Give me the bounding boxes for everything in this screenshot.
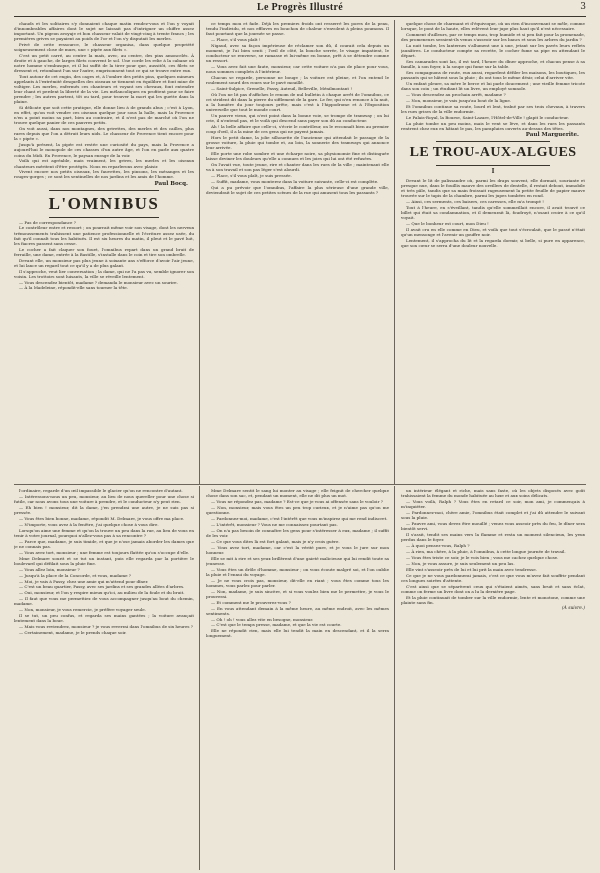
paragraph: On l'avait vue, toute jeune, rire et chanter dans les rues de la ville ; maintenant elle va à son travail et son pas léger s'est alourdi. <box>206 162 389 173</box>
paragraph: — Vous avez tort, madame, car c'est la vérité pure, et je vous le jure sur mon honneur. <box>206 544 389 555</box>
paragraph: — Moi, je vais à Passy, chez une amie qui m'attend pour dîner. <box>19 578 149 584</box>
paragraph: Ses camarades sont las, il est tard, l'heure du dîner approche, et chacun pense à sa famille, à son foyer, à la soupe qui fume sur la table. <box>401 59 585 70</box>
column-rule <box>394 20 395 485</box>
paragraph: La nuit tombe, les lanternes s'allument une à une, jetant sur les pavés leurs reflets jaunâtres. Le conducteur compte sa recette, le cocher fume sa pipe en attendant le départ. <box>401 42 585 59</box>
paragraph: — Saint-Sulpice, Grenelle, Passy, Auteuil, Belleville, Ménilmontant ! <box>211 86 352 92</box>
lower-column-1 <box>14 488 194 868</box>
paragraph: — C'est que le temps presse, madame, et que la vie est courte. <box>211 622 342 628</box>
paragraph: — Suffit, madame, vous monterez dans la voiture suivante, celle-ci est complète. <box>211 178 379 184</box>
paragraph: Jusqu'à présent, la pipée est restée une curiosité du pays, mais la Provence a aujourd'hui le monopole de ces chasses d'un autre âge, et l'on en parle aux quatre coins du Midi. En Provence, le paysan enrage de la voir. <box>14 142 194 158</box>
paragraph: Mme Delmare sourit et se tut un instant, puis elle regarda par la portière le boulevard qui défilait sous la pluie fine. <box>14 555 194 566</box>
paragraph: Ah ! la belle affaire que celle-ci, s'écrie le contrôleur, on le reconnaît bien au premier coup d'œil, il a la mine de ces gens qui ne payent jamais. <box>206 124 389 135</box>
paragraph: Ce que je ne vous pardonnerai jamais, c'est ce que vous m'avez fait souffrir pendant ces longues soirées d'attente. <box>401 572 585 583</box>
page-number: 3 <box>580 2 586 12</box>
trou-heading-block <box>401 145 585 161</box>
paragraph: — Vous avez fait une faute, monsieur, car cette voiture n'a pas de place pour vous, nous sommes complets à l'intérieur. <box>206 64 389 75</box>
paragraph: — Pardonnez-moi, madame, c'est l'intérêt que vous m'inspirez qui me rend indiscret. <box>211 515 388 521</box>
paragraph: un intérieur élégant et riche, mais sans faste, où les objets disposés avec goût trahissaient la femme du monde habituée au luxe et aux soins délicats. <box>401 488 585 499</box>
paragraph: Et la pluie continuait de tomber sur la ville endormie, lente et monotone, comme une plainte sans fin. <box>401 594 585 605</box>
lower-column-3 <box>401 488 585 868</box>
paragraph: Lorsqu'on aime une femme et qu'on la trouve un peu dans la rue, au lieu de vous en tenir à votre journal, pourquoi n'allez-vous pas à sa rencontre ? <box>14 527 194 538</box>
paragraph: — Non, monsieur, mais vous êtes un peu trop curieux, et je n'aime pas qu'on me questionne. <box>206 504 389 515</box>
paragraph: — Eh bien ! monsieur, dit la dame, j'en prendrai une autre, je ne suis pas si pressée. <box>14 504 194 515</box>
article-title-omnibus: L'OMNIBUS <box>48 193 160 213</box>
paragraph: Il avait cru en elle comme en Dieu, et voilà que tout s'écroulait, que le passé n'était qu'un mensonge et l'avenir un gouffre noir. <box>401 226 585 237</box>
paragraph: — Et comment me le prouverez-vous ? <box>211 599 291 605</box>
paragraph: Devant le lit de palissandre où, parmi les draps souvent, elle dormait, souriante et presque nue, dans le fouillis mauve des oreillers de dentelle, il restait debout, immobile et très pâle, tandis que sa main froissait rageusement la petite feuille de papier mauve trouvée sur le tapis de la chambre, parmi les jupes tombées en rond. <box>401 177 585 198</box>
paragraph: Le cocher a fait claquer son fouet, l'omnibus repart dans un grand bruit de ferraille, une dame, entrée à la Bastille, s'installe dans le coin et tire son ombrelle. <box>14 246 194 257</box>
paragraph: Privé de cette ressource, le chasseur organisa, dans quelque propriété soigneusement close de murs, une « pipée aux filets ». <box>14 42 194 53</box>
paragraph: Elle ne répondit rien, mais elle lui tendit la main en descendant, et il la serra longuement. <box>206 628 389 639</box>
newspaper-title: Le Progrès Illustré <box>256 2 344 13</box>
paragraph: — Vous allez loin, monsieur ? <box>19 566 80 572</box>
paragraph: Chacun se regarde, personne ne bouge ; la voiture est pleine, et l'on entend le roulement sourd des roues sur le pavé mouillé. <box>206 75 389 86</box>
paragraph: — Intéressons-nous un peu, monsieur, au lieu de nous quereller pour une chose si futile, car nous avons tous une voiture à prendre, et le conducteur n'y peut rien. <box>14 493 194 504</box>
paragraph: — Place, s'il vous plaît, je suis pressée. <box>211 173 292 178</box>
paragraph: Le Palais-Royal, la Bourse, Saint-Lazare, l'Hôtel-de-Ville ! glapit le conducteur. <box>406 114 569 120</box>
paragraph: — Je ne vous crois pas, monsieur, dit-elle en riant ; vous êtes comme tous les hommes, vous parlez pour parler. <box>206 577 389 588</box>
heading-rule <box>436 165 550 166</box>
section-numeral: I <box>491 167 495 175</box>
paragraph: — Mais vous reviendrez, monsieur ? je vous reverrai dans l'omnibus de six heures ? <box>19 624 193 630</box>
column-rule <box>199 486 200 870</box>
paragraph: Où l'on ne lit pas d'affiches le renom de nul bulletin à chaque arrêt de l'omnibus, ce cri strident dit dans la pierre du sifflement de la gare. Le fer, qui n'en renonce à la nuit, a la lumière du jour toujours prête, mais c'est à l'hippodrome et à l'Exposition universelle que tout le monde court. <box>206 91 389 113</box>
paragraph: Il s'assit, tendit ses mains vers la flamme et resta un moment silencieux, les yeux perdus dans le foyer. <box>401 531 585 542</box>
paragraph: C'est un petit carré, au centre la maïs, avec, au centre, des pins amoncelés. À droite et à gauche, de larges filets couvrent le sol. Une corde les relie à la cabane où notre homme s'embusque, et il lui suffit de la tirer pour que, aussitôt, ces filets se dressent et, retombant l'un sur l'autre, emprisonnent tout ce qui se trouve entre eux. <box>14 53 194 74</box>
paragraph: — Oui, monsieur, et l'on y respire mieux qu'ici, au milieu de la foule et du bruit. <box>19 590 185 596</box>
paragraph: — Vous ne répondez pas, madame ? Est-ce que je vous ai offensée sans le vouloir ? <box>211 498 383 504</box>
paragraph: — Il faut que vous me permettiez de vous accompagner jusqu'au bout du chemin, madame. <box>14 596 194 607</box>
paragraph: Elle se mit à rire et ses yeux brillèrent d'une gaieté malicieuse qui lui rendit toute sa jeunesse. <box>206 555 389 566</box>
paragraph: Elle porte une robe sombre et une écharpe noire, sa physionomie fine et distinguée laisse deviner les douleurs qu'elle a connues et les joies qui lui ont été refusées. <box>206 151 389 162</box>
author-signature: Paul Marguerite. <box>525 131 579 138</box>
paragraph: Si délicate que soit cette pratique, elle donne lieu à de grands abus ; c'est à Lyon, en effet, qu'on voit vendre ces oiseaux quelque jour sous la halle, mais la Provence n'en a point moins sa part, bien au contraire, et il n'est pas de marché où l'on ne trouve quelque panier de ces pauvres petits. <box>14 105 194 126</box>
paragraph: — Vous descendez au prochain arrêt, madame ? <box>406 91 506 97</box>
paragraph: — À quoi pensez-vous, Ralph ? <box>406 542 470 548</box>
upper-column-1 <box>14 21 194 483</box>
paragraph: Voilà qui est agréable, mais vraiment, les grives, les merles et les oiseaux chanteurs méritent d'être protégés. Nous en reparlerons avec plaisir. <box>14 158 194 169</box>
paragraph: — Non, monsieur, je vous remercie, je préfère voyager seule. <box>19 607 146 613</box>
paragraph: Tout à l'heure, en s'éveillant, tandis qu'elle sommeillait encore, il avait trouvé ce billet qui était sa condamnation, et il demeurait là, foudroyé, n'osant croire à ce qu'il voyait. <box>401 204 585 220</box>
paragraph: — Place, s'il vous plaît ! <box>211 37 261 43</box>
paragraph: — Vous êtes un drôle d'homme, monsieur ; on vous écoute malgré soi, et l'on oublie la pluie et l'ennui du voyage. <box>206 566 389 577</box>
paragraph: — Jusqu'à la place de la Concorde, et vous, madame ? <box>19 572 131 578</box>
paragraph: — Pas de correspondance ? <box>19 219 76 225</box>
paragraph: — Ce que vous dites là est fort galant, mais je n'y crois guère. <box>211 538 340 544</box>
column-rule <box>199 20 200 485</box>
paragraph: Vivent encore nos petits oiseaux, les fauvettes, les pinsons, les mésanges et les rouges-gorges ; ce sont les sentinelles de nos jardins et les amis de l'homme. <box>14 169 194 180</box>
lower-column-2 <box>206 488 389 868</box>
paragraph: Tout autour de cet engin, des cages et, à l'ombre des petits pins, quelques mineurs appelants à l'extrémité desquelles des oiseaux se tiennent en équilibre et font mine de voltiger. Les merles, enfermés ces chanteurs et voyant ses chevaux, font entendre leur chant et perdent la liberté de la vie. Les mélancoliques en profitent pour se faire prendre ; les autres partent, tôt ou tard, pour trouver la mort qui les guette dans la plaine. <box>14 74 194 105</box>
paragraph: — Non, monsieur, je vais jusqu'au bout de la ligne. <box>406 97 512 103</box>
paragraph: — Parce que, madame, je suis timide, et que je n'ose jamais aborder les dames que je ne connais pas. <box>14 538 194 549</box>
paragraph: Elle vint s'asseoir près de lui et lui prit la main avec tendresse. <box>406 566 537 572</box>
upper-column-2 <box>206 21 389 483</box>
paragraph: Un enfant pleure, sa mère le berce et lui parle doucement ; une vieille femme tricote dans son coin ; un étudiant lit un livre, un employé somnole. <box>401 80 585 92</box>
paragraph: Qui a pu prévoir que l'omnibus, l'affaire la plus sérieuse d'une grande ville, deviendrait le sujet de ces petites scènes de la rue qui amusent tous les passants ? <box>206 184 389 195</box>
paragraph: — Certainement, madame, je le prends chaque soir. <box>19 630 127 636</box>
paragraph: — L'intérêt, monsieur ? Vous ne me connaissez pourtant pas. <box>211 521 338 527</box>
to-be-continued: (A suivre.) <box>561 605 585 611</box>
paragraph: — Vous descendez bientôt, madame ? demanda le monsieur avec un sourire. <box>19 279 178 285</box>
paragraph: — À la Madeleine, répondit-elle sans tourner la tête. <box>19 285 128 291</box>
paragraph: — C'est un beau quartier, Passy, avec ses jardins et ses grandes allées d'arbres. <box>19 584 185 590</box>
column-rule <box>394 486 395 870</box>
paragraph: Lentement, il s'approcha du lit et la regarda dormir, si belle, si pure en apparence, que son cœur se serra d'une douleur nouvelle. <box>401 237 585 248</box>
paragraph: Comment d'ailleurs, par ce temps mou, trop humide et si peu fait pour la promenade, des promeneurs seraient-ils venus s'asseoir sur les bancs et sous les arbres du jardin ? <box>401 31 585 43</box>
paragraph: — Vous êtes triste ce soir, je le vois bien ; vous me cachez quelque chose. <box>406 554 559 560</box>
paragraph: — En vous attendant demain à la même heure, au même endroit, avec les mêmes sentiments. <box>206 605 389 616</box>
paragraph: — Oh ! oh ! vous allez vite en besogne, monsieur. <box>211 616 314 622</box>
heading-rule <box>49 190 159 191</box>
paragraph: C'est ainsi que se séparèrent ceux qui s'étaient aimés, sans bruit et sans éclat, comme on ferme un livre dont on a lu la dernière page. <box>401 583 585 594</box>
paragraph: Le contrôleur entre et ressort ; on pourrait même voir son visage, dont les nerveux trémoussements trahissent une patience professionnelle et l'écriture assez usée, du fait qu'il connaît tous les habitués. Il est six heures du matin, il pleut et le pavé luit, les fiacres passent sans cesse. <box>14 225 194 246</box>
paragraph: Nigaud, avec sa façon impérieuse de réclamer son dû, il courait cela depuis un moment, je l'ai bien senti ; l'œil de côté, la bouche serrée, le visage impatient, le conducteur se renverse, se ramasse et lui-même en bonne, prêt à se détendre comme un ressort. <box>206 42 389 64</box>
article-title-trou-aux-algues: LE TROU-AUX-ALGUES <box>409 144 577 160</box>
paragraph: — Pauvre ami, vous devez être mouillé ; venez vous asseoir près du feu, le dîner sera bientôt servi. <box>401 520 585 531</box>
paragraph: Il se tut, un peu confus, et regarda ses mains gantées ; la voiture avançait lentement dans la boue. <box>14 613 194 624</box>
paragraph: Il s'approche, veut lier conversation ; la dame, qui ne l'a pas vu, semble ignorer son voisin. Les trottoirs sont luisants, la ville se réveille lentement. <box>14 268 194 279</box>
paragraph: Mme Delmare sentit le sang lui monter au visage ; elle feignit de chercher quelque chose dans son sac, et, pendant un moment, elle ne dit plus un mot. <box>206 488 389 499</box>
paragraph: — Vous êtes bien bonne, madame, répondit M. Delmare, je vous offre ma place. <box>19 515 185 521</box>
heading-rule <box>49 217 159 218</box>
paragraph: chauds et les solitaires s'y donnaient chaque matin rendez-vous et l'on y voyait d'innombrables affaires dont le sujet ne laissait pas d'intriguer un chiffre assez important. Un pigeon avoyaje et bon chasseur valait de vingt-cinq à trente francs ; les premières grives se payaient au poids de l'or et l'on s'y disputait les merles. <box>14 21 194 42</box>
paragraph: Ses compagnons de route, eux aussi, regardent défiler les maisons, les boutiques, les passants qui se hâtent sous la pluie ; ils ont tous le même désir, celui d'arriver vite. <box>401 69 585 81</box>
paragraph: — Vous voilà, Ralph ? Vous êtes en retard ce soir, mon ami, je commençais à m'inquiéter. <box>401 498 585 510</box>
paragraph: Un pauvre vieux, qui n'est point dans la bonne voie, se trompe de tramway ; on lui crie, il n'entend pas, et le voilà qui descend sans payer son dû au conducteur. <box>206 113 389 124</box>
paragraph: La pluie tombe un peu moins, mais le vent se lève, et dans les rues les passants rentrent chez eux en hâtant le pas, les parapluies ouverts au-dessus des têtes. <box>401 120 585 131</box>
paragraph: Et l'omnibus continue sa route, lourd et lent, traîné par ses trois chevaux, à travers les rues grises de la ville endormie. <box>401 103 585 114</box>
paragraph: — Vous avez tort, monsieur ; une femme est toujours flattée qu'on s'occupe d'elle. <box>19 549 190 555</box>
paragraph: — Que le bonheur est court, mon Dieu ! <box>406 220 489 226</box>
author-signature: Paul Bocq. <box>154 180 188 187</box>
upper-column-3 <box>401 21 585 483</box>
running-head <box>14 2 586 17</box>
paragraph: — Non, je vous assure, je suis seulement un peu las. <box>406 560 515 566</box>
paragraph: — Pardonnez-moi, chère amie, l'omnibus était complet et j'ai dû attendre le suivant sous la pluie. <box>401 509 585 521</box>
paragraph: quelque chose de charmant et d'équivoque, où un rien d'inconvenant se mêle, comme lorsque, le pont de la haute, elles relèvent leur jupe plus haut qu'il n'est nécessaire. <box>401 21 585 32</box>
paragraph: — N'importe, vous avez à la fenêtre, j'ai quelque chose à vous dire. <box>19 521 159 527</box>
paragraph: l'ordinaire, regarde d'un œil impassible le glacier qu'on ne rencontre d'autant. <box>19 488 183 493</box>
heading-rule <box>436 141 550 142</box>
section-rule <box>14 484 586 485</box>
paragraph: On voit aussi, dans nos montagnes, des grivettes, des merles et des cailles, plus rares depuis que l'on a détruit leurs nids. Le chasseur de Provence tient encore pour la « pipée ». <box>14 126 194 142</box>
paragraph: Hors le petit dame, la jolie silhouette de l'ancienne qui attendait le passage de la grosse voiture, la pluie qui tombe et, au loin, la sonnerie des tramways qui annonce leur arrivée. <box>206 135 389 151</box>
paragraph: — À rien, ma chère, à la pluie, à l'omnibus, à cette longue journée de travail. <box>406 548 566 554</box>
paragraph: — Ainsi, ces serments, ces baisers, ces caresses, elle m'a trompé ! <box>406 198 544 204</box>
paragraph: — On n'a pas besoin de connaître les gens pour s'intéresser à eux, madame ; il suffit de les voir. <box>206 527 389 538</box>
paragraph: — Non, madame, je suis sincère, et si vous voulez bien me le permettre, je vous le prouverai. <box>206 588 389 599</box>
paragraph: Devant elle, un monsieur pas plus jeune à soixante ans s'efforce d'avoir l'air jeune, et lui lance un regard tout ce qu'il y a de plus galant. <box>14 257 194 268</box>
omnibus-heading-block <box>14 194 194 213</box>
paragraph: ce temps mou et fade. Déjà les premiers froids ont resserré les pores de la peau, tendu l'individu, et nos effluves en bouchon de chaleur s'envolent à pleins poumons. Il faut pourtant que la journée se passe. <box>206 21 389 37</box>
